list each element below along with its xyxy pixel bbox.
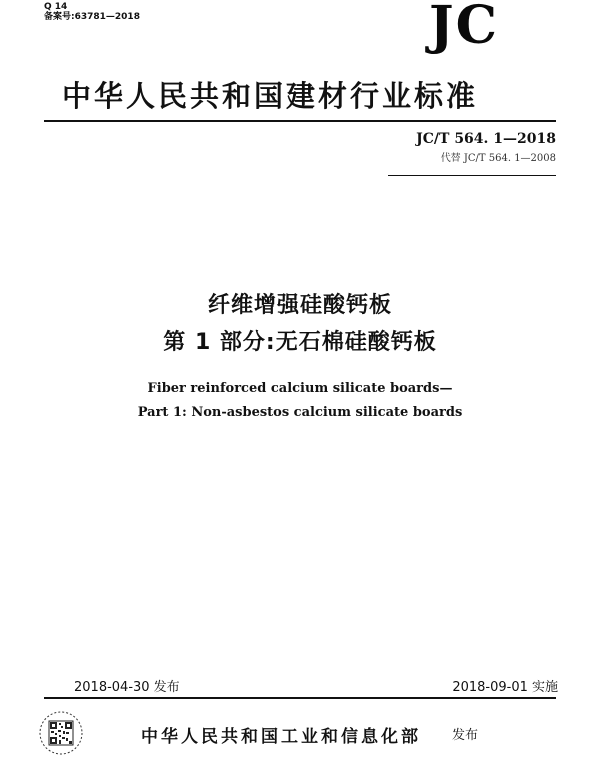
publish-label: 发布 (452, 728, 479, 743)
implementation-date: 2018-09-01 实施 (452, 680, 558, 695)
title-chinese-line2: 第 1 部分:无石棉硅酸钙板 (163, 330, 437, 355)
qr-seal-icon (38, 710, 84, 756)
ics-code: Q 14 (44, 2, 68, 12)
bottom-divider (44, 697, 556, 699)
jc-logo: JC (429, 0, 499, 56)
standard-number: JC/T 564. 1—2018 (416, 131, 556, 147)
top-divider (44, 120, 556, 122)
title-english-line2: Part 1: Non-asbestos calcium silicate boards (137, 405, 463, 420)
filing-number: 备案号:63781—2018 (44, 12, 140, 22)
title-english-line1: Fiber reinforced calcium silicate boards— (147, 381, 453, 396)
standard-number-divider (388, 175, 556, 176)
replaces-standard: 代替 JC/T 564. 1—2008 (440, 153, 556, 164)
publisher-name: 中华人民共和国工业和信息化部 (141, 727, 421, 747)
industry-standard-title: 中华人民共和国建材行业标准 (62, 79, 479, 113)
title-chinese-line1: 纤维增强硅酸钙板 (207, 293, 392, 318)
issue-date: 2018-04-30 发布 (74, 680, 180, 695)
